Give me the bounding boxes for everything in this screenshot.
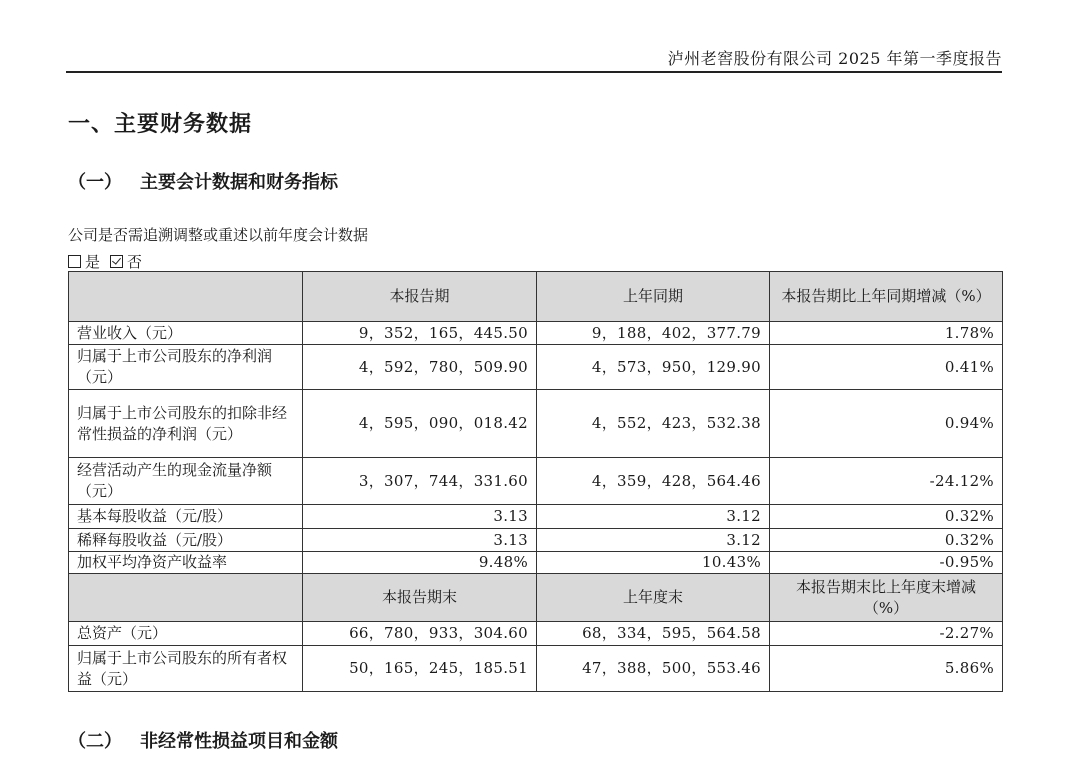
table-row <box>69 552 1003 574</box>
cell-prior: 68，334，595，564.58 <box>537 622 770 646</box>
table-row <box>69 646 1003 692</box>
cell-current: 3，307，744，331.60 <box>303 458 537 505</box>
cell-prior: 4，359，428，564.46 <box>537 458 770 505</box>
header-divider <box>66 71 1002 73</box>
row-label: 营业收入（元） <box>69 322 303 345</box>
cell-change: 0.32% <box>770 529 1003 552</box>
table-row <box>69 345 1003 390</box>
column-header: 本报告期末 <box>303 574 537 622</box>
column-header: 上年度末 <box>537 574 770 622</box>
cell-change: -0.95% <box>770 552 1003 574</box>
header-blank-cell <box>69 574 303 622</box>
row-label: 经营活动产生的现金流量净额（元） <box>69 458 303 505</box>
table-header-row <box>69 272 1003 322</box>
option-no-label: 否 <box>127 253 143 271</box>
cell-change: 5.86% <box>770 646 1003 692</box>
row-label: 稀释每股收益（元/股） <box>69 529 303 552</box>
header-blank-cell <box>69 272 303 322</box>
cell-change: -2.27% <box>770 622 1003 646</box>
table-row <box>69 529 1003 552</box>
cell-current: 4，592，780，509.90 <box>303 345 537 390</box>
section-title: 一、主要财务数据 <box>68 112 253 137</box>
checkbox-no-checked-icon[interactable] <box>110 255 123 268</box>
table-row <box>69 390 1003 458</box>
option-yes-label: 是 <box>85 253 101 271</box>
cell-prior: 3.12 <box>537 529 770 552</box>
cell-prior: 9，188，402，377.79 <box>537 322 770 345</box>
subsection-title-1 <box>68 168 338 194</box>
table-row <box>69 622 1003 646</box>
row-label: 总资产（元） <box>69 622 303 646</box>
cell-current: 4，595，090，018.42 <box>303 390 537 458</box>
table-header-row <box>69 574 1003 622</box>
subsection-number: （二） <box>68 731 122 752</box>
cell-current: 9，352，165，445.50 <box>303 322 537 345</box>
table-row <box>69 458 1003 505</box>
cell-prior: 10.43% <box>537 552 770 574</box>
row-label: 基本每股收益（元/股） <box>69 505 303 529</box>
cell-prior: 47，388，500，553.46 <box>537 646 770 692</box>
cell-current: 3.13 <box>303 505 537 529</box>
restatement-options <box>68 251 142 272</box>
row-label: 归属于上市公司股东的所有者权益（元） <box>69 646 303 692</box>
table-row <box>69 505 1003 529</box>
cell-current: 50，165，245，185.51 <box>303 646 537 692</box>
cell-current: 66，780，933，304.60 <box>303 622 537 646</box>
subsection-label: 主要会计数据和财务指标 <box>140 172 338 193</box>
cell-prior: 4，552，423，532.38 <box>537 390 770 458</box>
table-row <box>69 322 1003 345</box>
column-header: 本报告期末比上年度末增减（%） <box>770 574 1003 622</box>
running-header-title: 泸州老窖股份有限公司 2025 年第一季度报告 <box>667 49 1002 68</box>
column-header: 上年同期 <box>537 272 770 322</box>
checkbox-yes-icon[interactable] <box>68 255 81 268</box>
cell-change: 0.41% <box>770 345 1003 390</box>
cell-change: 1.78% <box>770 322 1003 345</box>
row-label: 归属于上市公司股东的扣除非经常性损益的净利润（元） <box>69 390 303 458</box>
row-label: 归属于上市公司股东的净利润（元） <box>69 345 303 390</box>
cell-prior: 4，573，950，129.90 <box>537 345 770 390</box>
column-header: 本报告期 <box>303 272 537 322</box>
cell-change: -24.12% <box>770 458 1003 505</box>
column-header: 本报告期比上年同期增减（%） <box>770 272 1003 322</box>
cell-change: 0.32% <box>770 505 1003 529</box>
row-label: 加权平均净资产收益率 <box>69 552 303 574</box>
cell-current: 9.48% <box>303 552 537 574</box>
cell-current: 3.13 <box>303 529 537 552</box>
subsection-label: 非经常性损益项目和金额 <box>140 731 338 752</box>
key-financial-data-table <box>68 271 1003 692</box>
cell-change: 0.94% <box>770 390 1003 458</box>
subsection-title-2 <box>68 727 338 753</box>
restatement-question: 公司是否需追溯调整或重述以前年度会计数据 <box>68 226 369 244</box>
cell-prior: 3.12 <box>537 505 770 529</box>
subsection-number: （一） <box>68 172 122 193</box>
